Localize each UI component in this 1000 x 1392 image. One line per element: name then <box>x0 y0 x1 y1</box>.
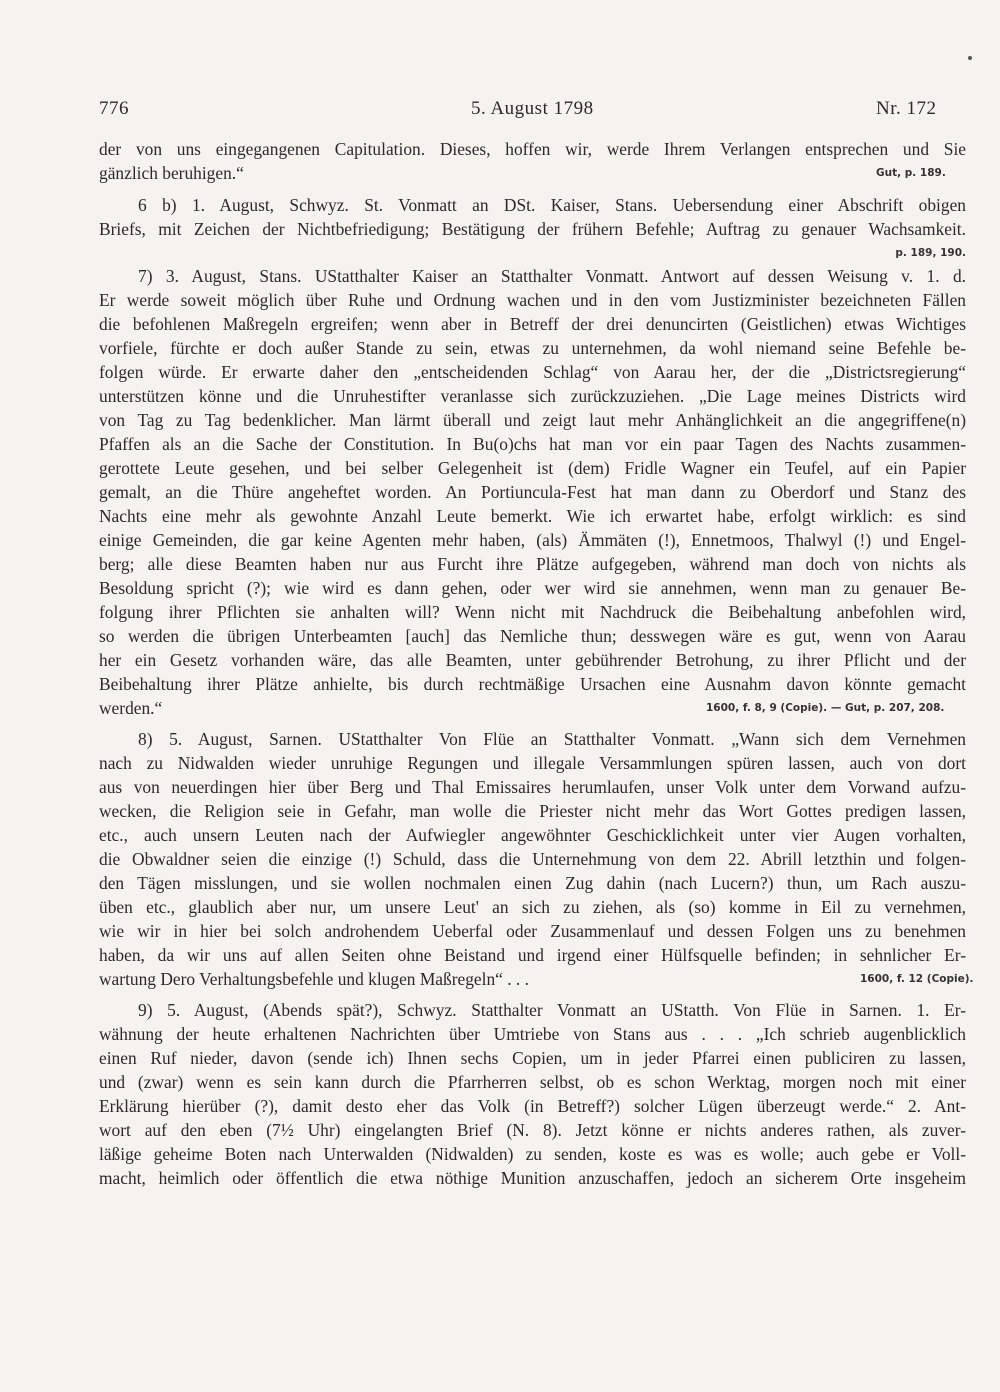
text-line: 6 b) 1. August, Schwyz. St. Vonmatt an DSt. Kaiser, Stans. Uebersendung einer Abschrift obigen <box>138 195 966 215</box>
text-line: gerottete Leute gesehen, und bei selber Gelegenheit ist (dem) Fridle Wagner ein Teufel, auf ein Papier <box>99 458 966 478</box>
text-line: den Tägen misslungen, und sie wollen nochmalen einen Zug dahin (nach Lucern?) thun, um Rach auszu- <box>99 873 966 893</box>
text-line: Beibehaltung ihrer Plätze anhielte, bis durch rechtmäßige Ursachen eine Ausnahm davon könnte gemacht <box>99 674 966 694</box>
text-line: haben, da wir uns auf allen Seiten ohne Beistand und irgend einer Hülfsquelle befinden; in sehnlicher Er- <box>99 945 966 965</box>
text-line: gänzlich beruhigen.“ <box>99 163 244 183</box>
text-line: Briefs, mit Zeichen der Nichtbefriedigung; Bestätigung der frühern Befehle; Auftrag zu genauer Wachsamkeit. <box>99 219 966 239</box>
text-line: die befohlenen Maßregeln ergreifen; wenn aber in Betreff der drei denuncirten (Geistlichen) etwas Wichtiges <box>99 314 966 334</box>
text-line: wartung Dero Verhaltungsbefehle und klugen Maßregeln“ . . . <box>99 969 529 989</box>
text-line: nach zu Nidwalden wieder unruhige Regungen und illegale Versammlungen spüren lassen, auch von dort <box>99 753 966 773</box>
scan-speck <box>968 56 972 60</box>
source-reference: 1600, f. 8, 9 (Copie). — Gut, p. 207, 208. <box>706 702 945 714</box>
text-line: 7) 3. August, Stans. UStatthalter Kaiser an Statthalter Vonmatt. Antwort auf dessen Weisung v. 1. d. <box>138 266 966 286</box>
text-line: unterstützen könne und die Unruhestifter veranlasse sich zurückzuziehen. „Die Lage meines Districts wird <box>99 386 966 406</box>
text-line: einen Ruf nieder, davon (sende ich) Ihnen sechs Copien, um in jeder Pfarrei einen publiciren zu lassen, <box>99 1048 966 1068</box>
document-number: Nr. 172 <box>876 98 937 119</box>
text-line: wie wir in hier bei solch androhendem Ueberfal oder Zusammenlauf und dessen Folgen uns zu benehmen <box>99 921 966 941</box>
text-line: Nachts eine mehr als gewohnte Anzahl Leute bemerkt. Wie ich erwartet habe, erfolgt wirklich: es sind <box>99 506 966 526</box>
text-line: gemalt, an die Thüre angeheftet worden. An Portiuncula-Fest hat man dann zu Oberdorf und Stanz des <box>99 482 966 502</box>
text-line: 8) 5. August, Sarnen. UStatthalter Von Flüe an Statthalter Vonmatt. „Wann sich dem Vernehmen <box>138 729 966 749</box>
text-line: wähnung der heute erhaltenen Nachrichten über Umtriebe von Stans aus . . . „Ich schrieb augenblicklich <box>99 1024 966 1044</box>
text-line: her ein Gesetz vorhanden wäre, das alle Beamten, unter gebührender Betrohung, zu ihrer Pflicht und der <box>99 650 966 670</box>
running-header-date: 5. August 1798 <box>471 98 594 119</box>
text-line: so werden die übrigen Unterbeamten [auch] das Nemliche thun; desswegen wäre es gut, wenn von Aarau <box>99 626 966 646</box>
text-line: aus von neuerdingen hier über Berg und Thal Emissaires herumlaufen, unser Volk unter dem Vorwand aufzu- <box>99 777 966 797</box>
text-line: wort auf den eben (7½ Uhr) eingelangten Brief (N. 8). Jetzt könne er nichts anderes rathen, als zuver- <box>99 1120 966 1140</box>
text-line: berg; alle diese Beamten haben nur aus Furcht ihre Plätze aufgegeben, während man doch von nichts als <box>99 554 966 574</box>
text-line: etc., auch unsern Leuten nach der Aufwiegler angewöhnter Geschicklichkeit unter vier Augen vorhalten, <box>99 825 966 845</box>
text-line: Pfaffen als an die Sache der Constitution. In Bu(o)chs hat man vor ein paar Tagen des Nachts zusammen- <box>99 434 966 454</box>
text-line: 9) 5. August, (Abends spät?), Schwyz. Statthalter Vonmatt an UStatth. Von Flüe in Sarnen. 1. Er- <box>138 1000 966 1020</box>
source-reference: p. 189, 190. <box>895 247 966 259</box>
page-number: 776 <box>99 98 129 119</box>
source-reference: 1600, f. 12 (Copie). <box>860 973 974 985</box>
text-line: Er werde soweit möglich über Ruhe und Ordnung wachen und in den vom Justizminister bezeichneten Fällen <box>99 290 966 310</box>
text-line: werden.“ <box>99 698 163 718</box>
source-reference: Gut, p. 189. <box>876 167 946 179</box>
text-line: wecken, die Religion seie in Gefahr, man wolle die Priester nicht mehr das Wort Gottes predigen lassen, <box>99 801 966 821</box>
text-line: folgung ihrer Pflichten sie anhalten will? Wenn nicht mit Nachdruck die Beibehaltung anbefohlen wird, <box>99 602 966 622</box>
text-line: und (zwar) wenn es sein kann durch die Pfarrherren selbst, ob es schon Werktag, morgen noch mit einer <box>99 1072 966 1092</box>
text-line: vorfiele, fürchte er doch außer Stande zu sein, etwas zu unternehmen, da wohl niemand seine Befehle be- <box>99 338 966 358</box>
text-line: üben etc., glaublich aber nur, um unsere Leut' an sich zu ziehen, als (so) komme in Eil zu vernehmen, <box>99 897 966 917</box>
text-line: macht, heimlich oder öffentlich die etwa nöthige Munition anzuschaffen, jedoch an sicherem Orte insgeheim <box>99 1168 966 1188</box>
text-line: Besoldung spricht (?); wie wird es dann gehen, oder wer wird sie annehmen, wenn man zu genauer Be- <box>99 578 966 598</box>
text-line: der von uns eingegangenen Capitulation. Dieses, hoffen wir, werde Ihrem Verlangen entsprechen und Sie <box>99 139 966 159</box>
text-line: einige Gemeinden, die gar keine Agenten mehr haben, (als) Ämmäten (!), Ennetmoos, Thalwyl (!) und Engel- <box>99 530 966 550</box>
text-line: folgen würde. Er erwarte daher den „entscheidenden Schlag“ von Aarau her, der die „Districtsregierung“ <box>99 362 966 382</box>
text-line: läßige geheime Boten nach Unterwalden (Nidwalden) zu senden, koste es was es wolle; auch gebe er Voll- <box>99 1144 966 1164</box>
text-line: Erklärung hierüber (?), damit desto eher das Volk (in Betreff?) solcher Lügen überzeugt werde.“ 2. Ant- <box>99 1096 966 1116</box>
text-line: von Tag zu Tag bedenklicher. Man lärmt überall und zeigt laut mehr Anhänglichkeit an die angegriffene(n) <box>99 410 966 430</box>
text-line: die Obwaldner seien die einzige (!) Schuld, dass die Unternehmung von dem 22. Abrill letzthin und folgen- <box>99 849 966 869</box>
